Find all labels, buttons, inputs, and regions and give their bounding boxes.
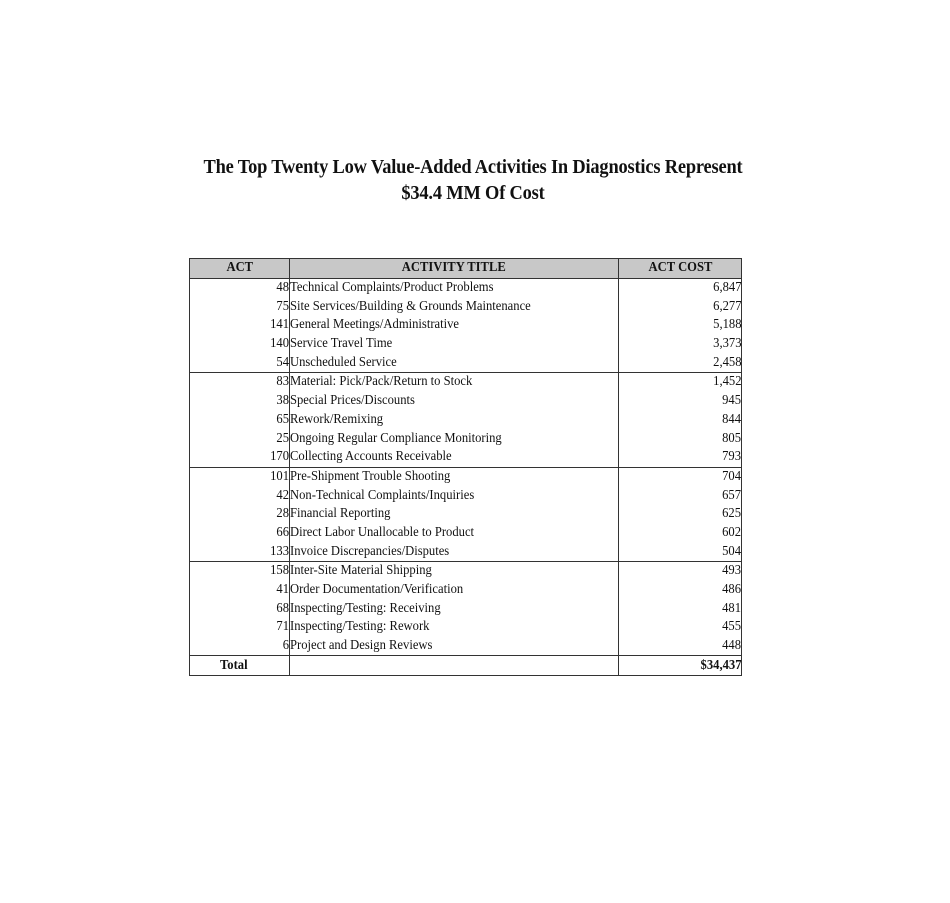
act-cell: 65 (190, 411, 290, 430)
table-row (190, 429, 742, 448)
activity-title-cell: Financial Reporting (290, 505, 619, 524)
act-cell: 54 (190, 353, 290, 372)
act-cost-cell: 602 (619, 524, 742, 543)
activity-title-cell: Special Prices/Discounts (290, 392, 619, 411)
header-act-cost: ACT COST (619, 259, 742, 279)
act-cost-cell: 625 (619, 505, 742, 524)
activities-table (189, 258, 742, 676)
act-cell: 170 (190, 448, 290, 467)
table-row (190, 335, 742, 354)
act-cell: 41 (190, 581, 290, 600)
act-cost-cell: 793 (619, 448, 742, 467)
total-label: Total (190, 656, 290, 676)
table-row (190, 618, 742, 637)
act-cost-cell: 5,188 (619, 316, 742, 335)
act-cost-cell: 844 (619, 411, 742, 430)
act-cell: 68 (190, 599, 290, 618)
page-title (38, 154, 908, 206)
act-cost-cell: 6,277 (619, 297, 742, 316)
act-cost-cell: 1,452 (619, 373, 742, 392)
total-title-cell (290, 656, 619, 676)
table-row (190, 411, 742, 430)
act-cost-cell: 455 (619, 618, 742, 637)
table-row (190, 562, 742, 581)
activity-title-cell: Direct Labor Unallocable to Product (290, 524, 619, 543)
total-row (190, 656, 742, 676)
table-row (190, 467, 742, 486)
table-row (190, 297, 742, 316)
act-cost-cell: 805 (619, 429, 742, 448)
table-row (190, 505, 742, 524)
act-cell: 38 (190, 392, 290, 411)
table-row (190, 448, 742, 467)
header-act: ACT (190, 259, 290, 279)
table-row (190, 542, 742, 561)
total-cost: $34,437 (619, 656, 742, 676)
header-activity-title: ACTIVITY TITLE (290, 259, 619, 279)
activity-title-cell: Inspecting/Testing: Receiving (290, 599, 619, 618)
act-cost-cell: 481 (619, 599, 742, 618)
activity-title-cell: Rework/Remixing (290, 411, 619, 430)
activity-title-cell: Inspecting/Testing: Rework (290, 618, 619, 637)
act-cell: 133 (190, 542, 290, 561)
activity-title-cell: Material: Pick/Pack/Return to Stock (290, 373, 619, 392)
act-cell: 75 (190, 297, 290, 316)
act-cell: 6 (190, 637, 290, 656)
activity-title-cell: Technical Complaints/Product Problems (290, 278, 619, 297)
act-cost-cell: 504 (619, 542, 742, 561)
activity-title-cell: Ongoing Regular Compliance Monitoring (290, 429, 619, 448)
act-cost-cell: 657 (619, 486, 742, 505)
activity-title-cell: Order Documentation/Verification (290, 581, 619, 600)
activity-title-cell: Pre-Shipment Trouble Shooting (290, 467, 619, 486)
activity-title-cell: Unscheduled Service (290, 353, 619, 372)
act-cost-cell: 2,458 (619, 353, 742, 372)
activity-title-cell: Site Services/Building & Grounds Maintenance (290, 297, 619, 316)
activity-title-cell: Collecting Accounts Receivable (290, 448, 619, 467)
table-row (190, 316, 742, 335)
act-cost-cell: 493 (619, 562, 742, 581)
activity-title-cell: Service Travel Time (290, 335, 619, 354)
table-row (190, 353, 742, 372)
table-row (190, 392, 742, 411)
act-cell: 158 (190, 562, 290, 581)
act-cell: 140 (190, 335, 290, 354)
act-cost-cell: 3,373 (619, 335, 742, 354)
act-cost-cell: 945 (619, 392, 742, 411)
act-cell: 42 (190, 486, 290, 505)
act-cost-cell: 6,847 (619, 278, 742, 297)
activity-title-cell: Inter-Site Material Shipping (290, 562, 619, 581)
activity-title-cell: General Meetings/Administrative (290, 316, 619, 335)
act-cost-cell: 448 (619, 637, 742, 656)
activity-title-cell: Project and Design Reviews (290, 637, 619, 656)
title-line-2: $34.4 MM Of Cost (401, 182, 545, 204)
table-row (190, 373, 742, 392)
act-cell: 71 (190, 618, 290, 637)
title-line-1: The Top Twenty Low Value-Added Activities In Diagnostics Represent (203, 156, 743, 178)
act-cost-cell: 704 (619, 467, 742, 486)
act-cost-cell: 486 (619, 581, 742, 600)
act-cell: 25 (190, 429, 290, 448)
act-cell: 141 (190, 316, 290, 335)
act-cell: 83 (190, 373, 290, 392)
table-row (190, 599, 742, 618)
table-row (190, 581, 742, 600)
table-row (190, 637, 742, 656)
table-body (190, 278, 742, 675)
table-row (190, 486, 742, 505)
act-cell: 28 (190, 505, 290, 524)
table-header (190, 259, 742, 279)
act-cell: 66 (190, 524, 290, 543)
activity-title-cell: Invoice Discrepancies/Disputes (290, 542, 619, 561)
activity-title-cell: Non-Technical Complaints/Inquiries (290, 486, 619, 505)
table-row (190, 278, 742, 297)
act-cell: 48 (190, 278, 290, 297)
table-row (190, 524, 742, 543)
act-cell: 101 (190, 467, 290, 486)
